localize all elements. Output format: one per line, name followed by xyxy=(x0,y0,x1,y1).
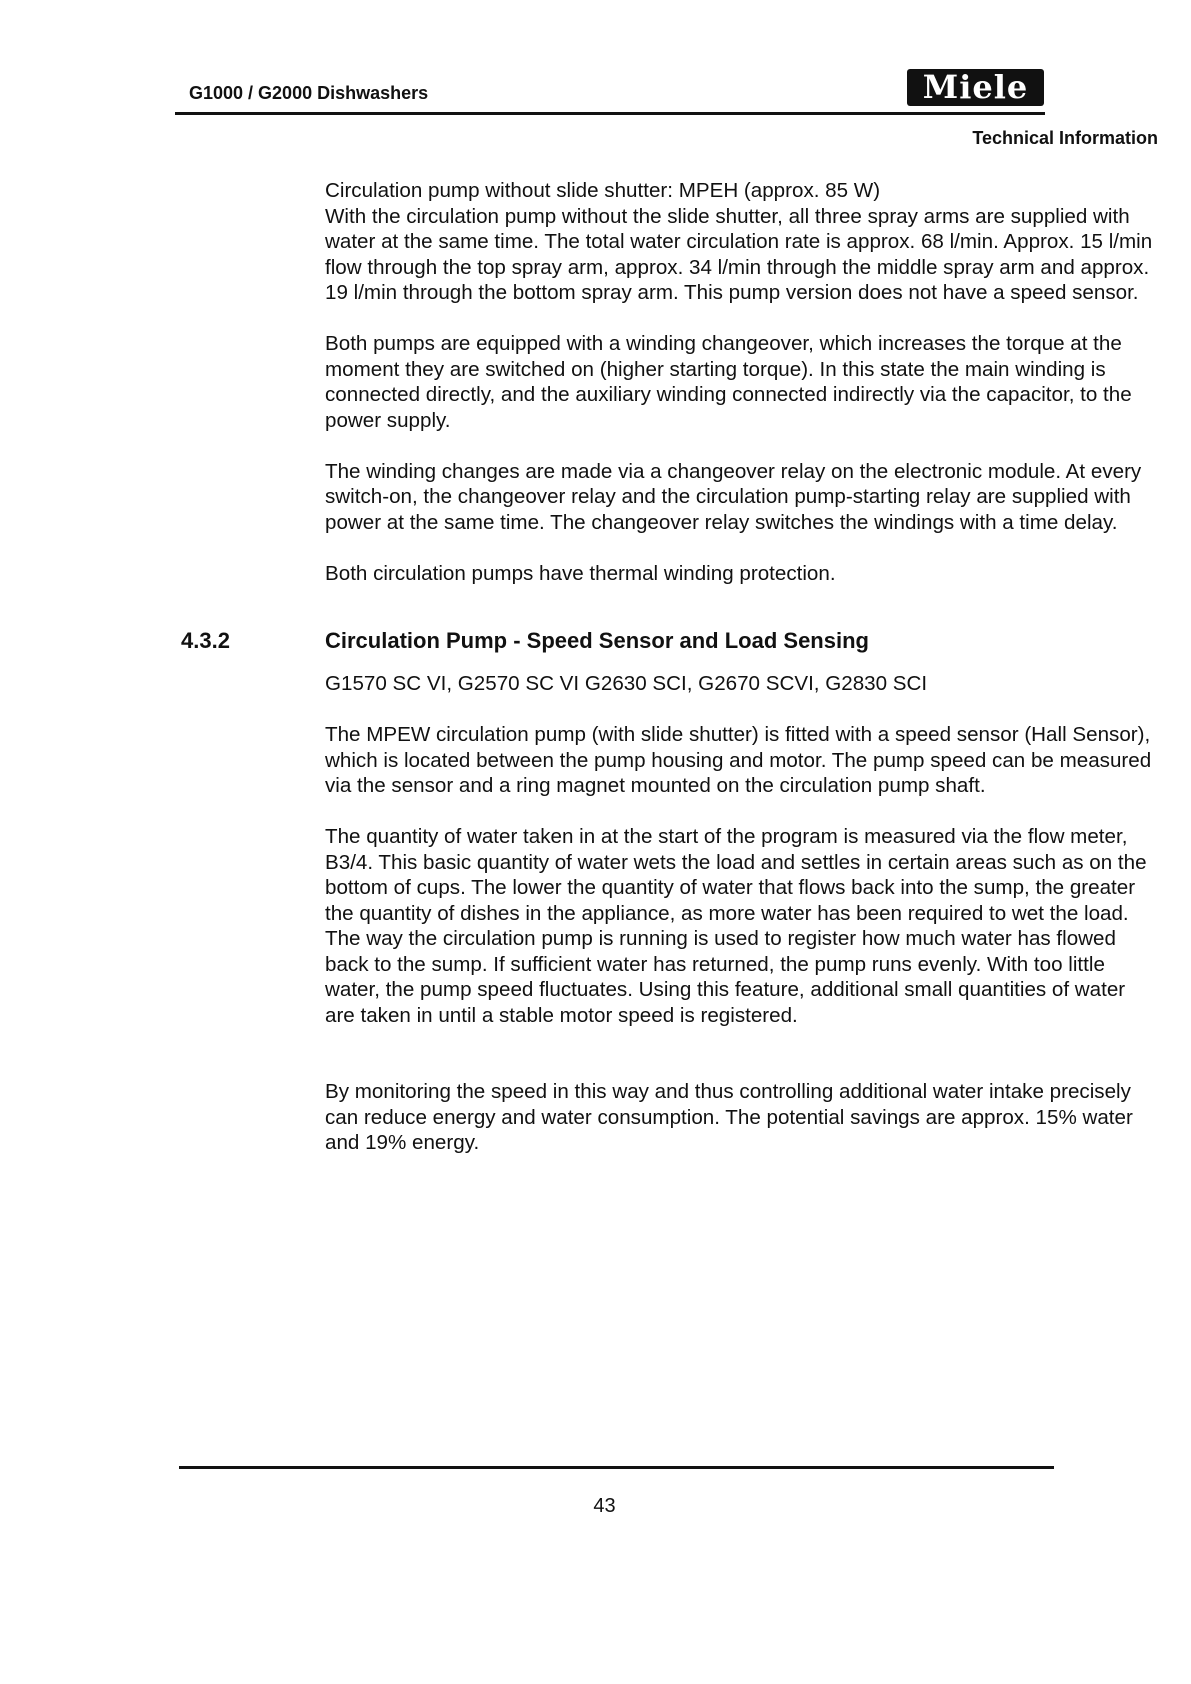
header-divider xyxy=(175,112,1045,115)
main-content xyxy=(181,178,1155,1156)
section-title: Circulation Pump - Speed Sensor and Load Sensing xyxy=(325,628,869,653)
pump-line: Circulation pump without slide shutter: MPEH (approx. 85 W) xyxy=(325,179,881,202)
footer-divider xyxy=(179,1466,1054,1469)
paragraph: Both circulation pumps have thermal winding protection. xyxy=(325,561,836,585)
section-number: 4.3.2 xyxy=(181,628,230,653)
paragraph: By monitoring the speed in this way and thus controlling additional water intake precisely can reduce energy and water consumption. The potential savings are approx. 15% water and 19% energy. xyxy=(325,1080,1133,1154)
section-heading xyxy=(181,628,1155,654)
model-list: G1570 SC VI, G2570 SC VI G2630 SCI, G2670 SCVI, G2830 SCI xyxy=(325,672,928,695)
paragraph: The quantity of water taken in at the start of the program is measured via the flow meter, B3/4. This basic quantity of water wets the load and settles in certain areas such as on the bottom of cups. The lower the quantity of water that flows back into the sump, the greater the quantity of dishes in the appliance, as more water has been required to wet the load. The way the circulation pump is running is used to register how much water has flowed back to the sump. If sufficient water has returned, the pump runs evenly. With too little water, the pump speed fluctuates. Using this feature, additional small quantities of water are taken in until a stable motor speed is registered. xyxy=(325,825,1147,1027)
paragraph: Both pumps are equipped with a winding changeover, which increases the torque at the moment they are switched on (higher starting torque). In this state the main winding is connected directly, and the auxiliary winding connected indirectly via the capacitor, to the power supply. xyxy=(325,332,1132,432)
page-number: 43 xyxy=(593,1495,616,1517)
paragraph: With the circulation pump without the slide shutter, all three spray arms are supplied with water at the same time. The total water circulation rate is approx. 68 l/min. Approx. 15 l/min flow through the top spray arm, approx. 34 l/min through the middle spray arm and approx. 19 l/min through the bottom spray arm. This pump version does not have a speed sensor. xyxy=(325,204,1153,304)
document-title: G1000 / G2000 Dishwashers xyxy=(189,83,429,103)
miele-logo: Miele xyxy=(907,69,1044,106)
paragraph: The MPEW circulation pump (with slide shutter) is fitted with a speed sensor (Hall Sensor), which is located between the pump housing and motor. The pump speed can be measured via the sensor and a ring magnet mounted on the circulation pump shaft. xyxy=(325,723,1152,797)
paragraph: The winding changes are made via a changeover relay on the electronic module. At every switch-on, the changeover relay and the circulation pump-starting relay are supplied with power at the same time. The changeover relay switches the windings with a time delay. xyxy=(325,459,1142,534)
document-subtitle: Technical Information xyxy=(972,128,1158,148)
